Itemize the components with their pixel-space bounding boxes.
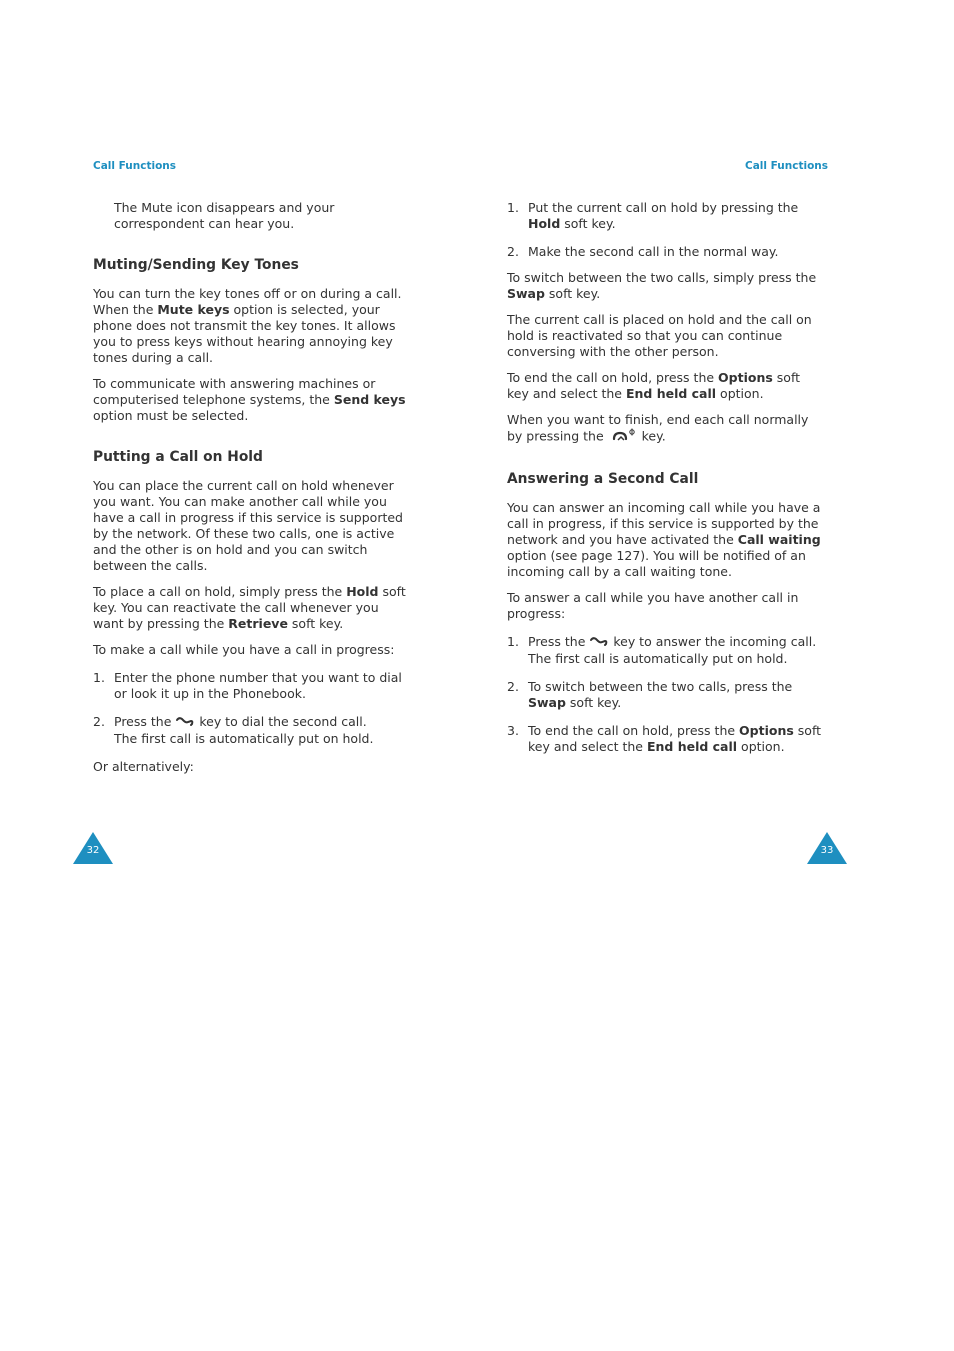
hold-paragraph-1: You can place the current call on hold whenever you want. You can make another call while you have a call in progress if this service is supported by the network. Of these two calls, one is active and the other is on hold and you can switch between the calls.: [93, 478, 403, 573]
answer-heading: Answering a Second Call: [507, 471, 699, 487]
alt-step-2: 2. Make the second call in the normal way.: [507, 244, 779, 259]
hold-heading: Putting a Call on Hold: [93, 449, 263, 465]
alt-step-1: 1. Put the current call on hold by pressing the Hold soft key.: [507, 200, 799, 231]
muting-heading: Muting/Sending Key Tones: [93, 257, 299, 273]
current-call-paragraph: The current call is placed on hold and the call on hold is reactivated so that you can continue conversing with the other person.: [507, 312, 812, 359]
answer-step-1: 1. Press the key to answer the incoming call. The first call is automatically put on hold.: [507, 634, 817, 666]
muting-paragraph-2: To communicate with answering machines or computerised telephone systems, the Send keys option must be selected.: [93, 376, 406, 423]
right-page-column: [507, 200, 825, 767]
finish-paragraph: When you want to finish, end each call normally by pressing the key.: [507, 412, 825, 446]
alternative-note: Or alternatively:: [93, 758, 194, 774]
send-key-icon: [589, 635, 609, 651]
mute-icon-note: The Mute icon disappears and your correspondent can hear you.: [114, 200, 335, 231]
end-held-paragraph: To end the call on hold, press the Options soft key and select the End held call option.: [507, 370, 801, 401]
left-running-header: Call Functions: [93, 160, 177, 172]
page-number-marker-right: [807, 832, 847, 864]
send-key-icon: [175, 715, 195, 731]
hold-paragraph-2: To place a call on hold, simply press the Hold soft key. You can reactivate the call whenever you want by pressing the Retrieve soft key.: [93, 584, 406, 631]
hold-step-1: 1. Enter the phone number that you want to dial or look it up in the Phonebook.: [93, 670, 402, 701]
swap-paragraph: To switch between the two calls, simply press the Swap soft key.: [507, 270, 817, 301]
page-number-marker-left: [73, 832, 113, 864]
muting-paragraph-1: You can turn the key tones off or on during a call. When the Mute keys option is selected, your phone does not transmit the key tones. It allows you to press keys without hearing annoying key tones during a call.: [93, 286, 402, 365]
end-key-icon: [608, 428, 638, 446]
page-number-right: 33: [820, 845, 834, 856]
page-number-left: 32: [86, 845, 100, 856]
right-running-header: Call Functions: [745, 160, 829, 172]
left-page-column: [93, 200, 411, 785]
answer-paragraph-1: You can answer an incoming call while you have a call in progress, if this service is supported by the network and you have activated the Call waiting option (see page 127). You will be notified of an incoming call by a call waiting tone.: [507, 500, 821, 579]
answer-step-2: 2. To switch between the two calls, press the Swap soft key.: [507, 678, 793, 710]
answer-paragraph-2: To answer a call while you have another call in progress:: [507, 590, 799, 621]
hold-paragraph-3: To make a call while you have a call in progress:: [93, 642, 395, 657]
answer-step-3: 3. To end the call on hold, press the Options soft key and select the End held call option.: [507, 722, 822, 754]
hold-step-2: 2. Press the key to dial the second call. The first call is automatically put on hold.: [93, 714, 374, 746]
